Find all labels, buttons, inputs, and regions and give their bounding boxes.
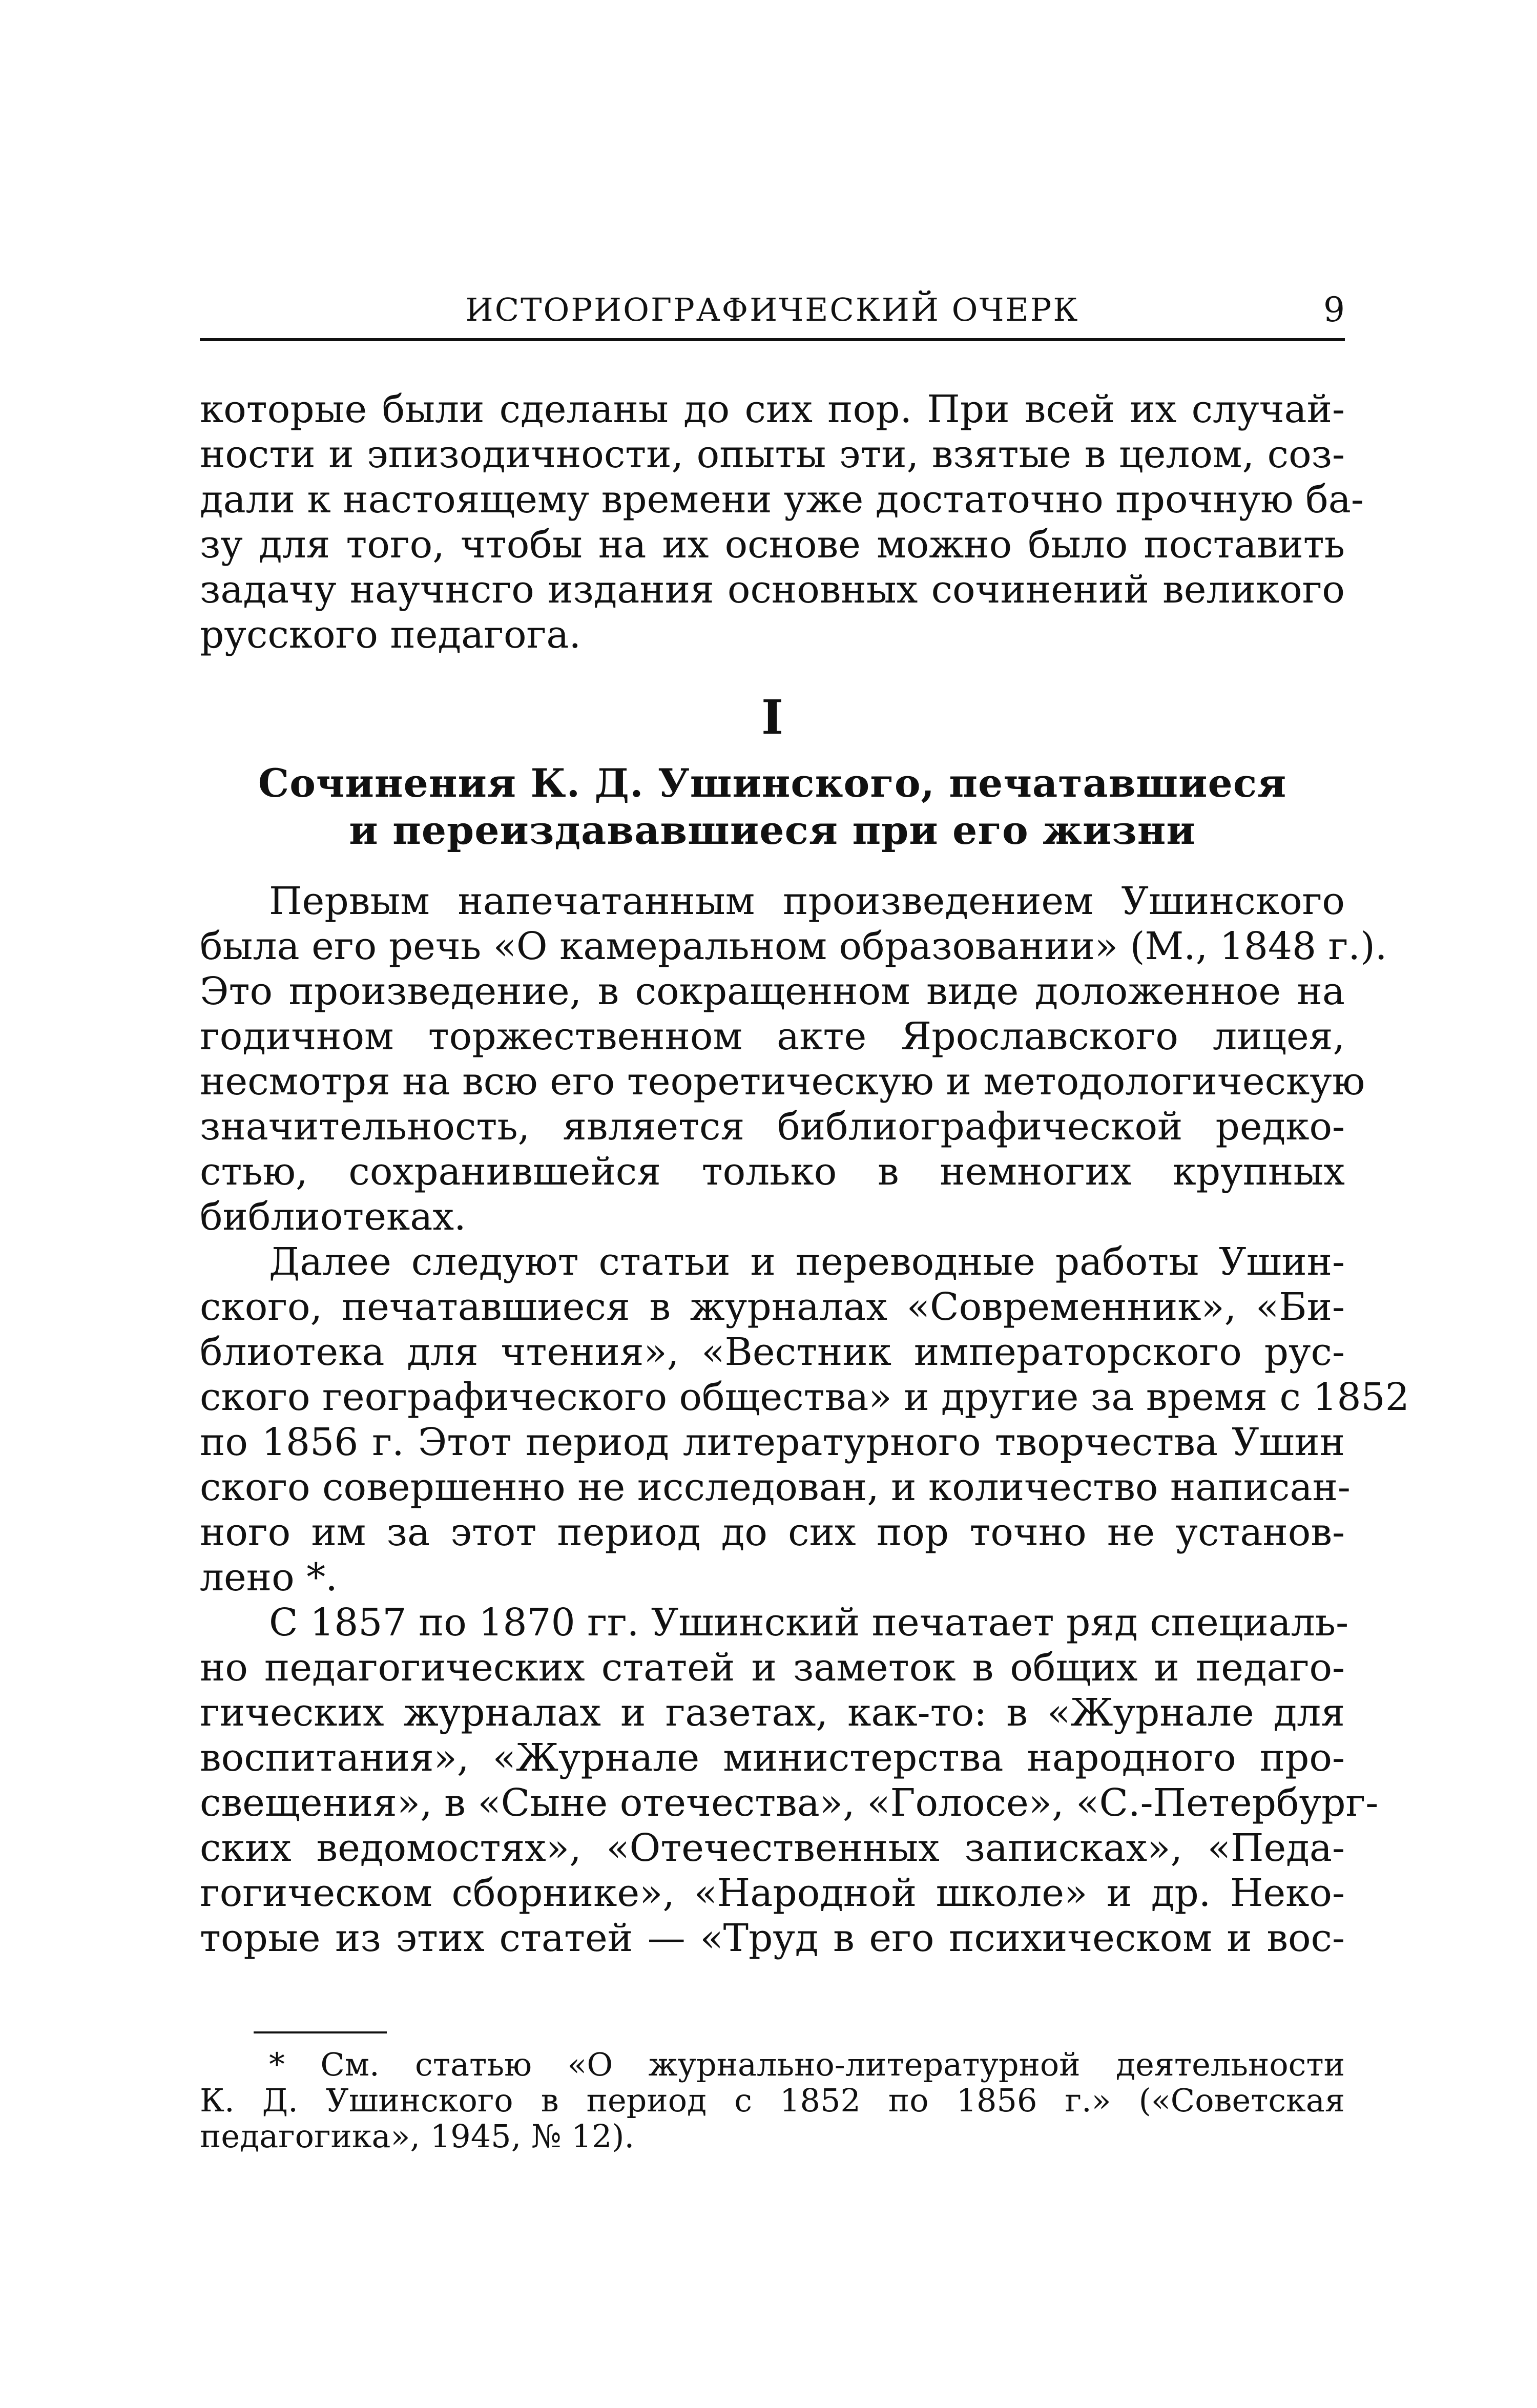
paragraph-line: значительность, является библиографической редко- (200, 1105, 1345, 1149)
paragraph-line: но педагогических статей и заметок в общих и педаго- (200, 1646, 1345, 1690)
intro-line: дали к настоящему времени уже достаточно прочную ба- (200, 478, 1364, 522)
footnote-line: * См. статью «О журнально-литературной деятельности (269, 2046, 1345, 2083)
paragraph-line: библиотеках. (200, 1195, 466, 1239)
paragraph-line: воспитания», «Журнале министерства народного про- (200, 1736, 1345, 1780)
header-rule (200, 338, 1345, 341)
paragraph-line: С 1857 по 1870 гг. Ушинский печатает ряд специаль- (269, 1601, 1349, 1645)
paragraph-line: стью, сохранившейся только в немногих крупных (200, 1150, 1345, 1194)
paragraph-line: гических журналах и газетах, как-то: в «Журнале для (200, 1691, 1345, 1735)
paragraph-line: ского, печатавшиеся в журналах «Современник», «Би- (200, 1285, 1345, 1329)
paragraph-line: Далее следуют статьи и переводные работы Ушин- (269, 1240, 1345, 1284)
paragraph-line: Это произведение, в сокращенном виде доложенное на (200, 969, 1345, 1013)
section-title-line: Сочинения К. Д. Ушинского, печатавшиеся (258, 760, 1287, 806)
paragraph-line: ского совершенно не исследован, и количество написан- (200, 1465, 1351, 1509)
footnote-line: К. Д. Ушинского в период с 1852 по 1856 г.» («Советская (200, 2082, 1345, 2119)
paragraph-line: по 1856 г. Этот период литературного творчества Ушин (200, 1420, 1345, 1464)
paragraph-line: ского географического общества» и другие за время с 1852 (200, 1375, 1409, 1419)
intro-line: которые были сделаны до сих пор. При всей их случай- (200, 387, 1345, 431)
paragraph-line: несмотря на всю его теоретическую и методологическую (200, 1060, 1365, 1104)
paragraph-line: свещения», в «Сыне отечества», «Голосе», «С.-Петербург- (200, 1781, 1379, 1825)
footnote-line: педагогика», 1945, № 12). (200, 2118, 635, 2155)
intro-line: ности и эпизодичности, опыты эти, взятые в целом, соз- (200, 432, 1345, 476)
running-header (200, 287, 1345, 333)
paragraph-line: блиотека для чтения», «Вестник императорского рус- (200, 1330, 1345, 1374)
intro-line: зу для того, чтобы на их основе можно было поставить (200, 523, 1345, 567)
paragraph-line: была его речь «О камеральном образовании» (М., 1848 г.). (200, 924, 1387, 968)
paragraph-line: ских ведомостях», «Отечественных записках», «Педа- (200, 1826, 1345, 1870)
intro-line: русского педагога. (200, 613, 581, 657)
paragraph-line: лено *. (200, 1555, 338, 1600)
page-number: 9 (1323, 290, 1345, 329)
paragraph-line: гогическом сборнике», «Народной школе» и др. Неко- (200, 1871, 1345, 1915)
footnote (200, 2047, 1345, 2154)
section-title-line: и переиздававшиеся при его жизни (349, 807, 1196, 853)
paragraph-line: ного им за этот период до сих пор точно не установ- (200, 1510, 1345, 1554)
main-text (200, 387, 1409, 1961)
paragraph-line: годичном торжественном акте Ярославского лицея, (200, 1014, 1345, 1058)
running-title: ИСТОРИОГРАФИЧЕСКИЙ ОЧЕРК (465, 291, 1079, 328)
intro-line: задачу научнсго издания основных сочинений великого (200, 568, 1345, 612)
footnote-rule (254, 2031, 387, 2033)
section-number: I (761, 690, 784, 745)
paragraph-line: торые из этих статей — «Труд в его психическом и вос- (200, 1916, 1345, 1960)
paragraph-line: Первым напечатанным произведением Ушинского (269, 879, 1345, 923)
